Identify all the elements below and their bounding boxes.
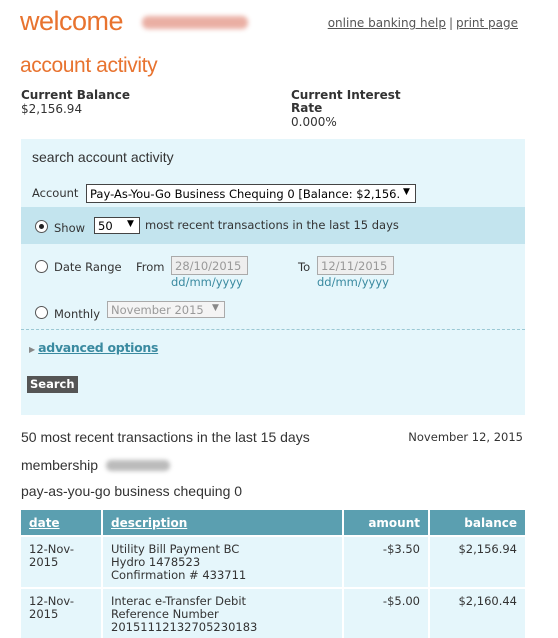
row-amount: -$5.00 — [343, 588, 429, 638]
balance-column-header: balance — [429, 510, 525, 536]
to-label: To — [298, 260, 311, 274]
description-column-header[interactable] — [102, 510, 343, 536]
row-amount: -$3.50 — [343, 536, 429, 588]
table-row — [21, 536, 525, 588]
from-date-input[interactable]: 28/10/2015 — [171, 256, 248, 275]
transactions-table — [21, 510, 525, 638]
row-balance: $2,160.44 — [429, 588, 525, 638]
row-balance: $2,156.94 — [429, 536, 525, 588]
redacted-membership-number — [106, 460, 170, 471]
search-title: search account activity — [32, 149, 174, 165]
date-line: 12-Nov- — [29, 542, 75, 556]
account-select[interactable] — [86, 184, 416, 203]
online-banking-help-link[interactable]: online banking help — [327, 16, 446, 30]
description-line: Utility Bill Payment BC — [111, 542, 240, 556]
table-header-row — [21, 510, 525, 536]
welcome-heading: welcome — [20, 6, 124, 36]
description-line: Reference Number — [111, 607, 219, 621]
date-range-label: Date Range — [54, 260, 122, 274]
monthly-radio[interactable] — [35, 306, 48, 319]
description-line: Confirmation # 433711 — [111, 568, 247, 582]
month-select[interactable] — [107, 301, 225, 318]
date-range-radio[interactable] — [35, 260, 48, 273]
date-line: 2015 — [29, 555, 59, 569]
show-label: Show — [54, 221, 86, 235]
description-line: Interac e-Transfer Debit — [111, 594, 247, 608]
results-title: 50 most recent transactions in the last 15 days — [21, 429, 310, 445]
transaction-count-select[interactable] — [94, 217, 140, 234]
table-row — [21, 588, 525, 638]
to-date-input[interactable]: 12/11/2015 — [317, 256, 394, 275]
search-button[interactable]: Search — [27, 376, 78, 393]
results-date: November 12, 2015 — [408, 430, 523, 444]
row-date — [21, 536, 102, 588]
account-name-heading: pay-as-you-go business chequing 0 — [21, 483, 243, 499]
rate-value: 0.000% — [291, 115, 337, 129]
date-line: 12-Nov- — [29, 594, 75, 608]
account-selected-value: Pay-As-You-Go Business Chequing 0 [Balance: $2,156. — [90, 187, 401, 201]
radio-selected-dot — [39, 224, 44, 229]
row-date — [21, 588, 102, 638]
show-option-band — [21, 207, 525, 244]
chevron-down-icon: ▼ — [403, 187, 410, 197]
print-page-link[interactable]: print page — [456, 16, 518, 30]
link-separator: | — [448, 16, 454, 30]
monthly-label: Monthly — [54, 307, 101, 321]
row-description — [102, 588, 343, 638]
top-links — [328, 16, 518, 30]
page-title: account activity — [20, 54, 158, 77]
current-balance — [21, 89, 130, 116]
triangle-right-icon: ▶ — [29, 345, 36, 354]
chevron-down-icon: ▼ — [212, 303, 219, 313]
from-label: From — [136, 260, 165, 274]
description-line: Hydro 1478523 — [111, 555, 201, 569]
date-column-header[interactable] — [21, 510, 102, 536]
from-date-hint: dd/mm/yyyy — [171, 275, 243, 289]
transaction-count-value: 50 — [98, 219, 113, 233]
rate-label: Current Interest Rate — [291, 88, 401, 115]
balance-label: Current Balance — [21, 88, 131, 102]
advanced-options-link[interactable]: advanced options — [38, 340, 159, 355]
sort-by-date-link[interactable]: date — [29, 515, 60, 530]
show-radio[interactable] — [35, 220, 48, 233]
description-line: 20151112132705230183 — [111, 620, 258, 634]
to-date-hint: dd/mm/yyyy — [317, 275, 389, 289]
search-panel — [21, 139, 525, 415]
account-label: Account — [32, 186, 79, 200]
row-description — [102, 536, 343, 588]
chevron-down-icon: ▼ — [127, 219, 134, 229]
current-interest-rate — [291, 89, 431, 129]
page-header — [20, 6, 540, 40]
balance-value: $2,156.94 — [21, 102, 83, 116]
redacted-user-name — [142, 16, 248, 29]
divider — [21, 329, 525, 330]
amount-column-header: amount — [343, 510, 429, 536]
month-selected-value: November 2015 — [111, 303, 204, 317]
advanced-options-toggle[interactable] — [29, 340, 158, 355]
date-line: 2015 — [29, 607, 59, 621]
sort-by-description-link[interactable]: description — [111, 515, 188, 530]
show-suffix-text: most recent transactions in the last 15 days — [145, 218, 399, 232]
membership-label: membership — [21, 457, 99, 473]
